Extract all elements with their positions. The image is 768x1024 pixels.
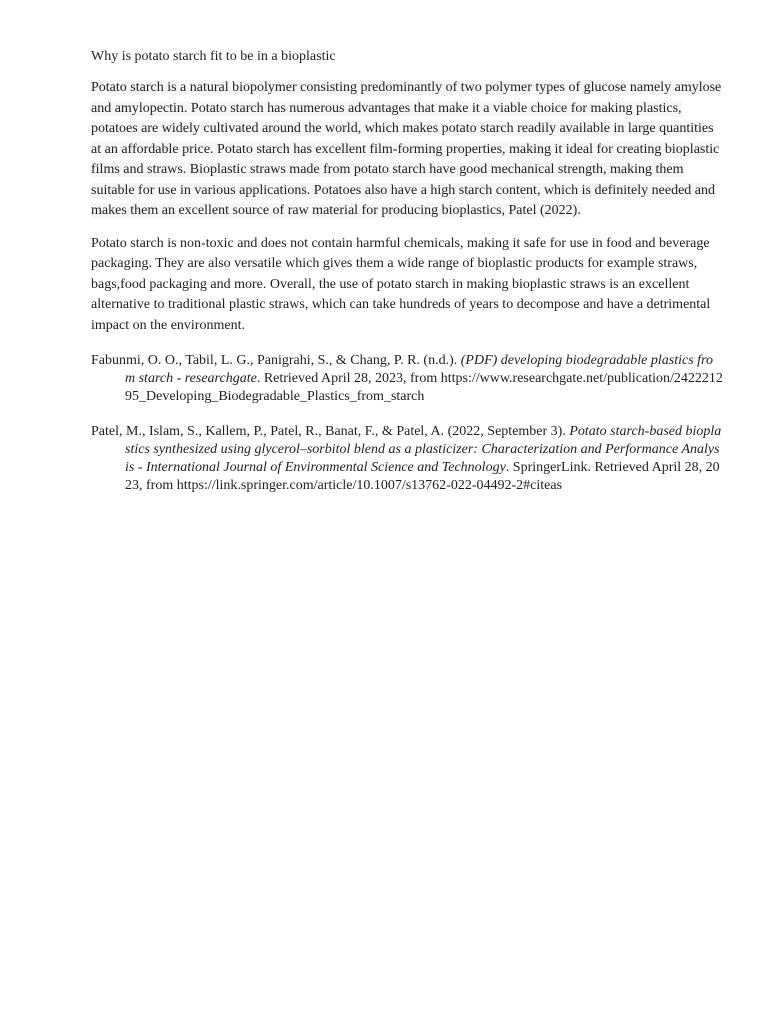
reference-entry-1 bbox=[91, 352, 723, 406]
document-title: Why is potato starch fit to be in a bioplastic bbox=[91, 49, 336, 64]
paragraph-2-text: Potato starch is non-toxic and does not contain harmful chemicals, making it safe for use in food and beverage packaging. They are also versatile which gives them a wide range of bioplastic products for example straws, bags,food packaging and more. Overall, the use of potato starch in making bioplastic straws is an excellent alternative to traditional plastic straws, which can take hundreds of years to decompose and have a detrimental impact on the environment. bbox=[91, 235, 711, 333]
reference-2-retrieval: . SpringerLink. Retrieved April 28, 2023, from https://link.springer.com/article/10.1007/s13762-022-04492-2#citeas bbox=[125, 460, 720, 493]
reference-1-authors: Fabunmi, O. O., Tabil, L. G., Panigrahi, S., & Chang, P. R. (n.d.). bbox=[91, 353, 461, 368]
references-list bbox=[91, 352, 723, 495]
document-body bbox=[91, 47, 723, 512]
reference-1-retrieval: . Retrieved April 28, 2023, from https://www.researchgate.net/publication/242221295_Developing_Biodegradable_Plastics_from_starch bbox=[125, 371, 723, 404]
reference-entry-2 bbox=[91, 423, 723, 495]
paragraph-1-text: Potato starch is a natural biopolymer consisting predominantly of two polymer types of glucose namely amylose and amylopectin. Potato starch has numerous advantages that make it a viable choice for making plastics, potatoes are widely cultivated around the world, which makes potato starch readily available in large quantities at an affordable price. Potato starch has excellent film-forming properties, making it ideal for creating bioplastic films and straws. Bioplastic straws made from potato starch have good mechanical strength, making them suitable for use in various applications. Potatoes also have a high starch content, which is definitely needed and makes them an excellent source of raw material for producing bioplastics, Patel (2022). bbox=[91, 80, 722, 218]
reference-2-authors: Patel, M., Islam, S., Kallem, P., Patel, R., Banat, F., & Patel, A. (2022, September 3). bbox=[91, 424, 570, 439]
reference-1-title: (PDF) developing biodegradable plastics from starch - researchgate bbox=[125, 353, 713, 386]
paragraph-1 bbox=[91, 78, 723, 222]
reference-2-title: Potato starch-based bioplastics synthesized using glycerol–sorbitol blend as a plasticizer: Characterization and Performance Analysis - International Journal of Environmental Science and Technology bbox=[125, 424, 722, 475]
paragraph-2 bbox=[91, 234, 723, 337]
